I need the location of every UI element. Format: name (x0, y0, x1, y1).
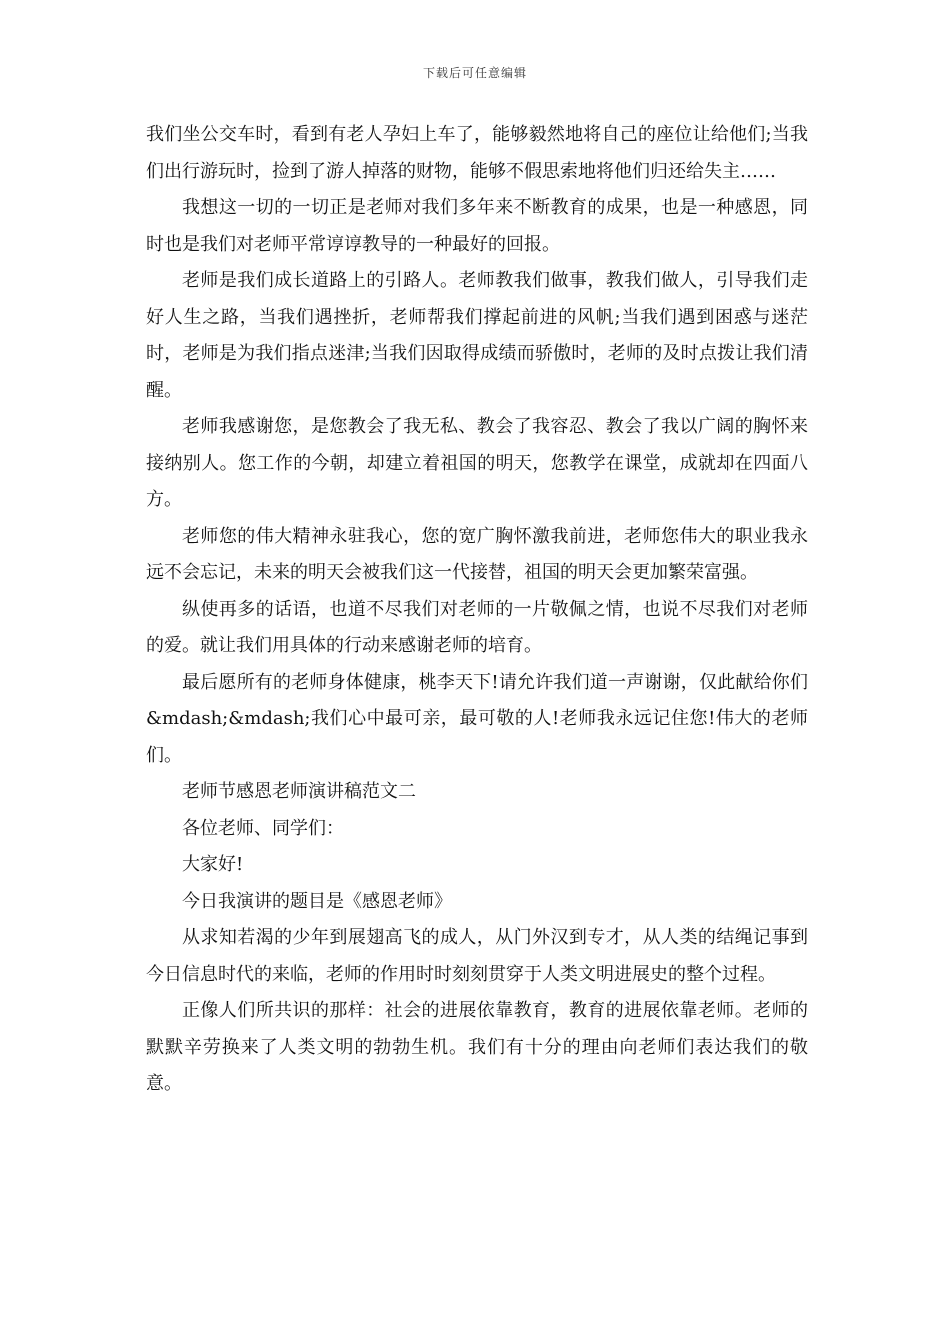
paragraph: 最后愿所有的老师身体健康，桃李天下!请允许我们道一声谢谢，仅此献给你们&mdash;&mdash;我们心中最可亲，最可敬的人!老师我永远记住您!伟大的老师们。 (146, 671, 808, 766)
document-body (146, 117, 808, 1103)
paragraph: 老师我感谢您，是您教会了我无私、教会了我容忍、教会了我以广阔的胸怀来接纳别人。您工作的今朝，却建立着祖国的明天，您教学在课堂，成就却在四面八方。 (146, 416, 808, 510)
salutation: 各位老师、同学们： (182, 817, 344, 839)
section-title: 老师节感恩老师演讲稿范文二 (182, 781, 416, 802)
paragraph: 纵使再多的话语，也道不尽我们对老师的一片敬佩之情，也说不尽我们对老师的爱。就让我们用具体的行动来感谢老师的培育。 (146, 598, 808, 656)
paragraph: 我想这一切的一切正是老师对我们多年来不断教育的成果，也是一种感恩，同时也是我们对老师平常谆谆教导的一种最好的回报。 (146, 197, 808, 255)
page-header-note: 下载后可任意编辑 (422, 66, 527, 80)
paragraph: 老师是我们成长道路上的引路人。老师教我们做事，教我们做人，引导我们走好人生之路，当我们遇挫折，老师帮我们撑起前进的风帆;当我们遇到困惑与迷茫时，老师是为我们指点迷津;当我们因取得成绩而骄傲时，老师的及时点拨让我们清醒。 (146, 270, 808, 401)
greeting: 大家好! (182, 854, 244, 875)
paragraph-continuation: 我们坐公交车时，看到有老人孕妇上车了，能够毅然地将自己的座位让给他们;当我们出行游玩时，捡到了游人掉落的财物，能够不假思索地将他们归还给失主…… (146, 124, 808, 182)
paragraph: 正像人们所共识的那样：社会的进展依靠教育，教育的进展依靠老师。老师的默默辛劳换来了人类文明的勃勃生机。我们有十分的理由向老师们表达我们的敬意。 (146, 1000, 808, 1094)
paragraph: 从求知若渴的少年到展翅高飞的成人，从门外汉到专才，从人类的结绳记事到今日信息时代的来临，老师的作用时时刻刻贯穿于人类文明进展史的整个过程。 (146, 927, 808, 985)
speech-topic: 今日我演讲的题目是《感恩老师》 (182, 890, 452, 912)
paragraph: 老师您的伟大精神永驻我心，您的宽广胸怀激我前进，老师您伟大的职业我永远不会忘记，未来的明天会被我们这一代接替，祖国的明天会更加繁荣富强。 (146, 525, 808, 583)
